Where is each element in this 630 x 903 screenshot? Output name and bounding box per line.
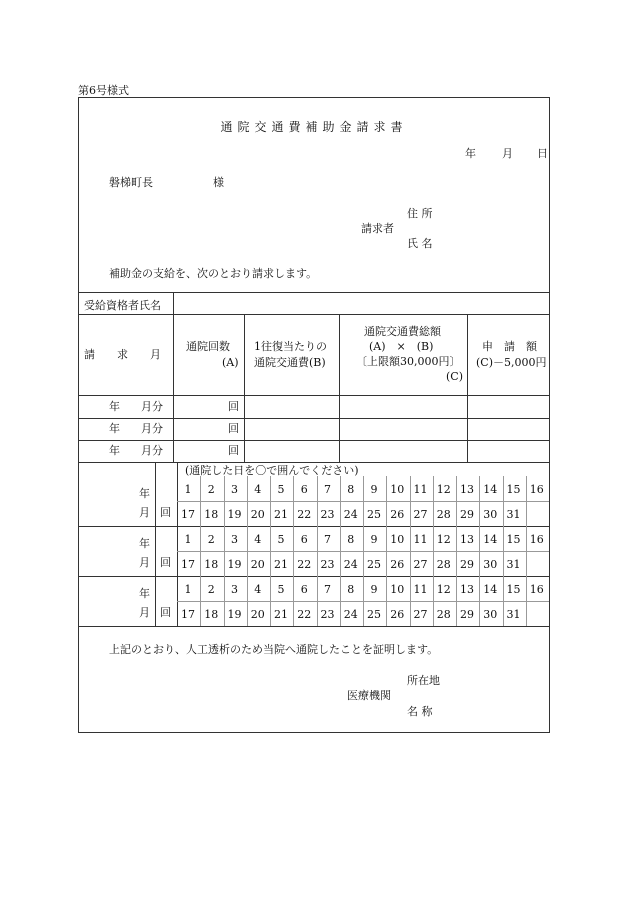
calendar-day: 23: [320, 558, 335, 571]
calendar-day: 9: [370, 483, 378, 496]
calendar-day: 22: [297, 508, 312, 521]
calendar-day: 3: [231, 483, 238, 496]
claimant-label: 請求者: [361, 222, 394, 235]
calendar-day: 31: [506, 608, 521, 621]
calendar-instruction: (通院した日を〇で囲んでください): [185, 464, 359, 477]
calendar-day: 18: [204, 508, 219, 521]
calendar-day: 7: [324, 533, 331, 546]
header-request-formula: (C)－5,000円: [476, 356, 547, 369]
header-visits: 通院回数: [186, 340, 230, 353]
calendar-day: 29: [460, 508, 474, 521]
recipient-label: 受給資格者氏名: [84, 299, 161, 312]
calendar-day: 12: [436, 583, 451, 596]
calendar-day: 11: [413, 583, 428, 596]
calendar-day: 22: [297, 608, 312, 621]
calendar-day: 24: [343, 558, 358, 571]
calendar-day: 13: [460, 583, 474, 596]
addressee-honorific: 様: [213, 176, 224, 189]
calendar-day: 27: [413, 508, 428, 521]
calendar-day: 24: [343, 608, 358, 621]
calendar-day: 17: [181, 558, 195, 571]
calendar-day: 29: [460, 558, 474, 571]
calendar-day: 26: [390, 608, 405, 621]
row-year: 年: [109, 400, 120, 413]
calendar-day: 20: [250, 558, 265, 571]
calendar-day: 7: [324, 583, 331, 596]
calendar-day: 21: [274, 608, 288, 621]
calendar-day: 28: [436, 558, 451, 571]
header-claim-month: 請 求 月: [84, 348, 161, 361]
calendar-day: 17: [181, 608, 195, 621]
calendar-day: 21: [274, 558, 288, 571]
calendar-day: 12: [436, 533, 451, 546]
calendar-day: 14: [483, 483, 498, 496]
calendar-day: 30: [483, 508, 498, 521]
calendar-day: 26: [390, 558, 405, 571]
calendar-day: 25: [367, 508, 381, 521]
claimant-name-label: 氏 名: [407, 237, 433, 250]
calendar-day: 2: [207, 483, 215, 496]
calendar-count-label: 回: [160, 506, 171, 519]
calendar-day: 20: [250, 608, 265, 621]
divider: [79, 440, 549, 441]
request-text: 補助金の支給を、次のとおり請求します。: [109, 267, 318, 280]
calendar-day: 25: [367, 558, 381, 571]
calendar-day: 13: [460, 533, 474, 546]
calendar-day: 15: [506, 533, 521, 546]
calendar-count-label: 回: [160, 556, 171, 569]
calendar-day: 8: [347, 583, 355, 596]
calendar-day: 13: [460, 483, 474, 496]
calendar-day: 5: [277, 483, 285, 496]
calendar-day: 10: [390, 483, 405, 496]
calendar-day: 15: [506, 483, 521, 496]
date-month: 月: [502, 147, 513, 160]
calendar-day: 19: [227, 558, 242, 571]
calendar-day: 26: [390, 508, 405, 521]
divider: [79, 626, 549, 627]
divider: [467, 314, 468, 462]
row-count: 回: [228, 422, 239, 435]
calendar-day: 16: [529, 533, 544, 546]
date-year: 年: [465, 147, 476, 160]
date-day: 日: [537, 147, 548, 160]
calendar-day: 28: [436, 608, 451, 621]
divider: [79, 314, 549, 315]
calendar-day: 23: [320, 608, 335, 621]
certification-text: 上記のとおり、人工透析のため当院へ通院したことを証明します。: [109, 643, 439, 656]
divider: [244, 314, 245, 462]
header-request: 申 請 額: [482, 340, 537, 353]
calendar-day: 18: [204, 558, 219, 571]
divider: [79, 292, 549, 293]
calendar-month-label: 月: [139, 606, 150, 619]
header-total-formula: (A) × (B): [369, 340, 434, 353]
calendar-day: 19: [227, 508, 242, 521]
calendar-day: 10: [390, 583, 405, 596]
header-total-limit: 〔上限額30,000円〕: [356, 355, 461, 368]
calendar-day: 30: [483, 558, 498, 571]
divider: [173, 292, 174, 314]
divider: [339, 314, 340, 462]
calendar-day: 14: [483, 583, 498, 596]
institution-address-label: 所在地: [407, 674, 440, 687]
calendar-day: 28: [436, 508, 451, 521]
calendar-day: 4: [254, 533, 262, 546]
calendar-day: 31: [506, 508, 521, 521]
calendar-day: 12: [436, 483, 451, 496]
row-year: 年: [109, 422, 120, 435]
row-month: 月分: [141, 400, 163, 413]
calendar-day: 11: [413, 483, 428, 496]
calendar-day: 8: [347, 483, 355, 496]
calendar-day: 6: [300, 483, 308, 496]
calendar-row-divider: [177, 501, 549, 502]
row-count: 回: [228, 400, 239, 413]
calendar-row-divider: [177, 601, 549, 602]
calendar-day: 17: [181, 508, 195, 521]
calendar-day: 24: [343, 508, 358, 521]
calendar-day: 25: [367, 608, 381, 621]
calendar-day: 20: [250, 508, 265, 521]
calendar-day: 9: [370, 533, 378, 546]
calendar-day: 7: [324, 483, 331, 496]
calendar-day: 23: [320, 508, 335, 521]
divider: [79, 418, 549, 419]
calendar-month-label: 月: [139, 556, 150, 569]
calendar-day: 27: [413, 608, 428, 621]
calendar-day: 29: [460, 608, 474, 621]
calendar-row-divider: [177, 551, 549, 552]
header-visits-code: (A): [222, 356, 239, 369]
row-month: 月分: [141, 444, 163, 457]
calendar-day: 1: [184, 583, 192, 596]
calendar-day: 10: [390, 533, 405, 546]
calendar-day: 21: [274, 508, 288, 521]
calendar-day: 9: [370, 583, 378, 596]
calendar-day: 22: [297, 558, 312, 571]
calendar-year-label: 年: [139, 487, 150, 500]
calendar-month-label: 月: [139, 506, 150, 519]
divider: [155, 462, 156, 626]
divider: [173, 314, 174, 462]
calendar-day: 8: [347, 533, 355, 546]
divider: [79, 395, 549, 396]
calendar-day: 27: [413, 558, 428, 571]
calendar-day: 1: [184, 533, 192, 546]
calendar-day: 4: [254, 483, 262, 496]
row-year: 年: [109, 444, 120, 457]
calendar-day: 5: [277, 583, 285, 596]
header-total: 通院交通費総額: [364, 325, 441, 338]
divider: [79, 462, 549, 463]
calendar-day: 5: [277, 533, 285, 546]
calendar-day: 16: [529, 583, 544, 596]
calendar-day: 14: [483, 533, 498, 546]
form-number: 第6号様式: [78, 84, 129, 97]
header-total-code: (C): [446, 370, 463, 383]
calendar-day: 2: [207, 533, 215, 546]
institution-name-label: 名 称: [407, 705, 433, 718]
institution-label: 医療機関: [347, 689, 391, 702]
calendar-count-label: 回: [160, 606, 171, 619]
row-month: 月分: [141, 422, 163, 435]
addressee-name: 磐梯町長: [109, 176, 153, 189]
calendar-day: 30: [483, 608, 498, 621]
calendar-day: 16: [529, 483, 544, 496]
calendar-day: 6: [300, 533, 308, 546]
calendar-day: 19: [227, 608, 242, 621]
header-fare-1: 1往復当たりの: [254, 340, 327, 353]
header-fare-2: 通院交通費(B): [254, 356, 326, 369]
calendar-day: 18: [204, 608, 219, 621]
calendar-year-label: 年: [139, 587, 150, 600]
calendar-day: 4: [254, 583, 262, 596]
calendar-day: 3: [231, 583, 238, 596]
calendar-day: 6: [300, 583, 308, 596]
calendar-day: 3: [231, 533, 238, 546]
calendar-day: 1: [184, 483, 192, 496]
row-count: 回: [228, 444, 239, 457]
calendar-year-label: 年: [139, 537, 150, 550]
calendar-day: 11: [413, 533, 428, 546]
calendar-day: 2: [207, 583, 215, 596]
calendar-day: 31: [506, 558, 521, 571]
form-frame: [78, 97, 550, 733]
claimant-address-label: 住 所: [407, 207, 433, 220]
form-title: 通院交通費補助金請求書: [220, 120, 408, 134]
calendar-day: 15: [506, 583, 521, 596]
